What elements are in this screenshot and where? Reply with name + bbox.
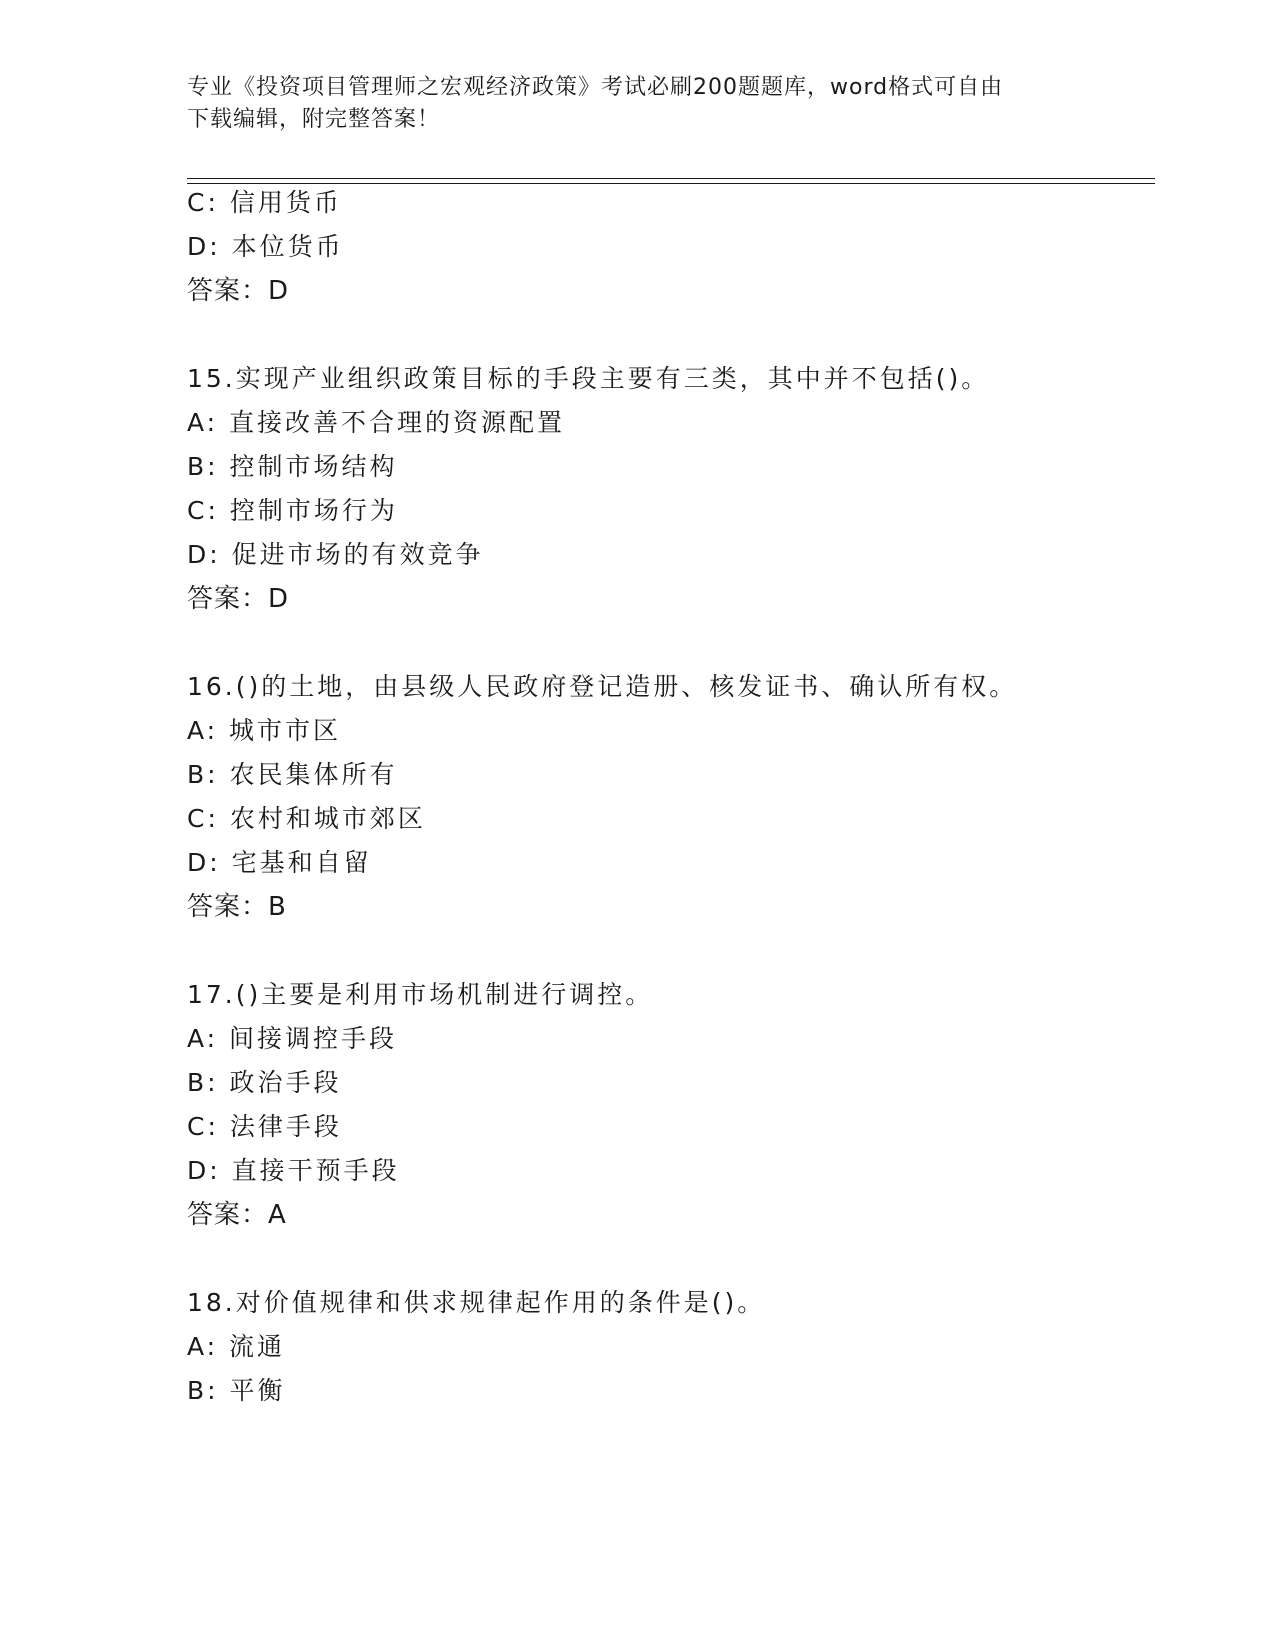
q15-question: 15.实现产业组织政策目标的手段主要有三类，其中并不包括()。 (187, 364, 990, 393)
header-title-line-2: 下载编辑，附完整答案！ (187, 107, 441, 132)
q18-option-a: A: 流通 (187, 1332, 286, 1361)
prev-answer: 答案：D (187, 276, 290, 306)
q16-option-d: D: 宅基和自留 (187, 848, 372, 877)
q18-option-b: B: 平衡 (187, 1376, 286, 1405)
q16-option-c: C: 农村和城市郊区 (187, 804, 426, 833)
q15-answer: 答案：D (187, 584, 290, 614)
prev-option-c: C: 信用货币 (187, 188, 342, 217)
q17-question: 17.()主要是利用市场机制进行调控。 (187, 980, 654, 1009)
header-title-line-1: 专业《投资项目管理师之宏观经济政策》考试必刷200题题库，word格式可自由 (187, 75, 1004, 100)
q15-option-d: D: 促进市场的有效竞争 (187, 540, 484, 569)
q15-option-c: C: 控制市场行为 (187, 496, 398, 525)
q16-answer: 答案：B (187, 892, 287, 922)
q17-answer: 答案：A (187, 1200, 287, 1230)
document-header (187, 72, 1087, 136)
q15-option-a: A: 直接改善不合理的资源配置 (187, 408, 566, 437)
q16-option-a: A: 城市市区 (187, 716, 342, 745)
header-divider (187, 178, 1155, 184)
q15-option-b: B: 控制市场结构 (187, 452, 398, 481)
q18-question: 18.对价值规律和供求规律起作用的条件是()。 (187, 1288, 766, 1317)
q17-option-d: D: 直接干预手段 (187, 1156, 400, 1185)
q16-option-b: B: 农民集体所有 (187, 760, 398, 789)
q16-question: 16.()的土地，由县级人民政府登记造册、核发证书、确认所有权。 (187, 672, 1018, 701)
q17-option-a: A: 间接调控手段 (187, 1024, 398, 1053)
prev-option-d: D: 本位货币 (187, 232, 344, 261)
q17-option-c: C: 法律手段 (187, 1112, 342, 1141)
q17-option-b: B: 政治手段 (187, 1068, 342, 1097)
